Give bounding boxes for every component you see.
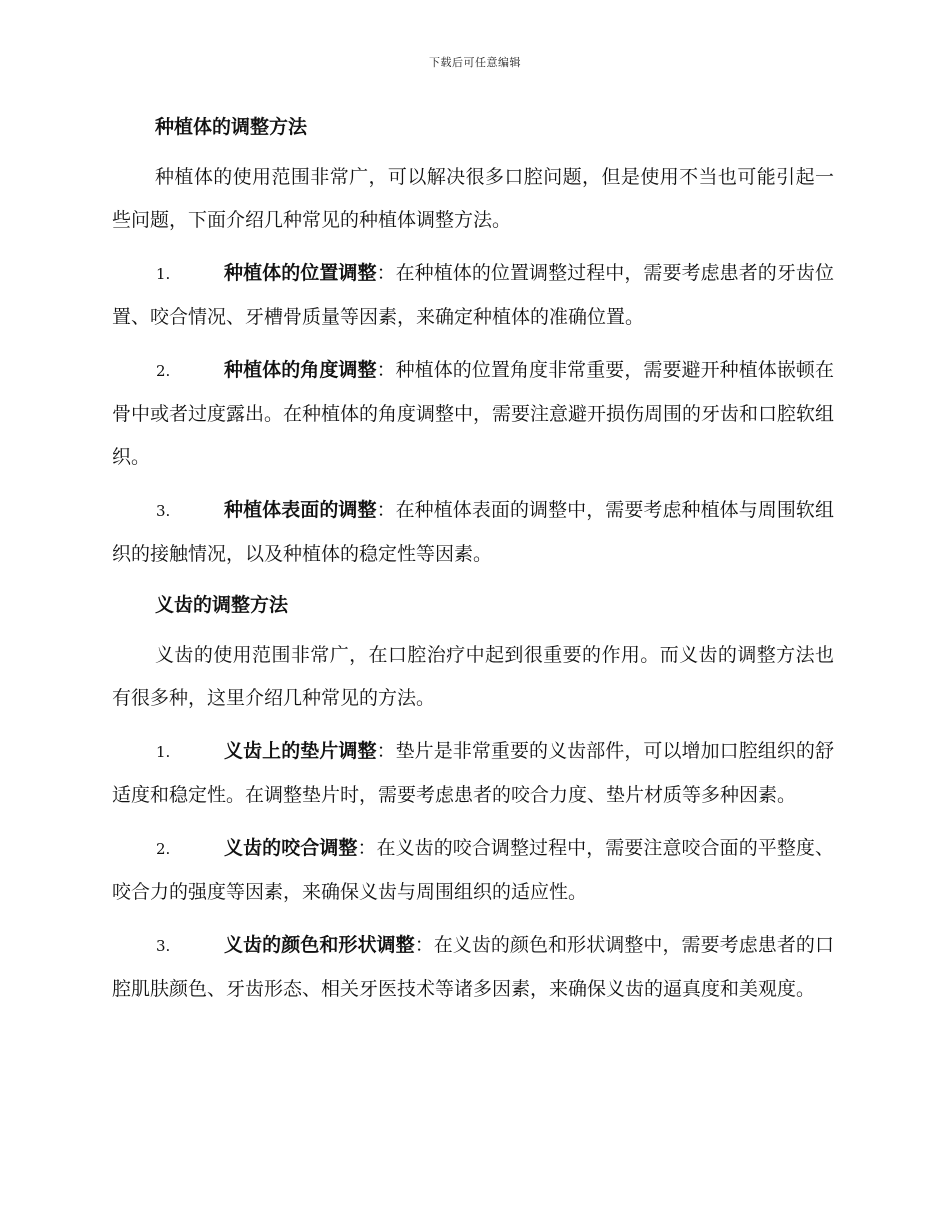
document-body [112, 108, 834, 1021]
item-title: 种植体的位置调整 [224, 262, 377, 284]
list-item [112, 924, 834, 1011]
list-item [112, 252, 834, 339]
list-item [112, 730, 834, 817]
item-number: 3. [156, 502, 171, 520]
list-item [112, 349, 834, 479]
list-item [112, 827, 834, 914]
section-intro: 义齿的使用范围非常广，在口腔治疗中起到很重要的作用。而义齿的调整方法也有很多种，这里介绍几种常见的方法。 [112, 644, 834, 709]
item-title: 义齿的咬合调整 [224, 837, 358, 859]
item-body: ：种植体的位置角度非常重要，需要避开种植体嵌顿在骨中或者过度露出。在种植体的角度调整中，需要注意避开损伤周围的牙齿和口腔软组织。 [112, 359, 835, 468]
header-note: 下载后可任意编辑 [429, 56, 521, 69]
section-title: 义齿的调整方法 [155, 594, 289, 616]
item-body: ：在种植体的位置调整过程中，需要考虑患者的牙齿位置、咬合情况、牙槽骨质量等因素，来确定种植体的准确位置。 [112, 262, 834, 328]
item-body: ：在种植体表面的调整中，需要考虑种植体与周围软组织的接触情况，以及种植体的稳定性等因素。 [112, 499, 834, 565]
item-number: 1. [156, 265, 171, 283]
item-body: ：在义齿的咬合调整过程中，需要注意咬合面的平整度、咬合力的强度等因素，来确保义齿与周围组织的适应性。 [112, 837, 834, 903]
section-intro: 种植体的使用范围非常广，可以解决很多口腔问题，但是使用不当也可能引起一些问题，下面介绍几种常见的种植体调整方法。 [112, 166, 834, 231]
item-title: 种植体的角度调整 [224, 359, 377, 381]
item-number: 3. [156, 937, 171, 955]
item-title: 种植体表面的调整 [224, 499, 377, 521]
list-item [112, 489, 834, 576]
item-title: 义齿上的垫片调整 [224, 740, 377, 762]
item-number: 2. [156, 362, 171, 380]
item-title: 义齿的颜色和形状调整 [224, 934, 415, 956]
item-body: ：垫片是非常重要的义齿部件，可以增加口腔组织的舒适度和稳定性。在调整垫片时，需要考虑患者的咬合力度、垫片材质等多种因素。 [112, 740, 834, 806]
section-title: 种植体的调整方法 [155, 116, 308, 138]
item-number: 1. [156, 743, 171, 761]
item-number: 2. [156, 840, 171, 858]
item-body: ：在义齿的颜色和形状调整中，需要考虑患者的口腔肌肤颜色、牙齿形态、相关牙医技术等诸多因素，来确保义齿的逼真度和美观度。 [112, 934, 834, 1000]
